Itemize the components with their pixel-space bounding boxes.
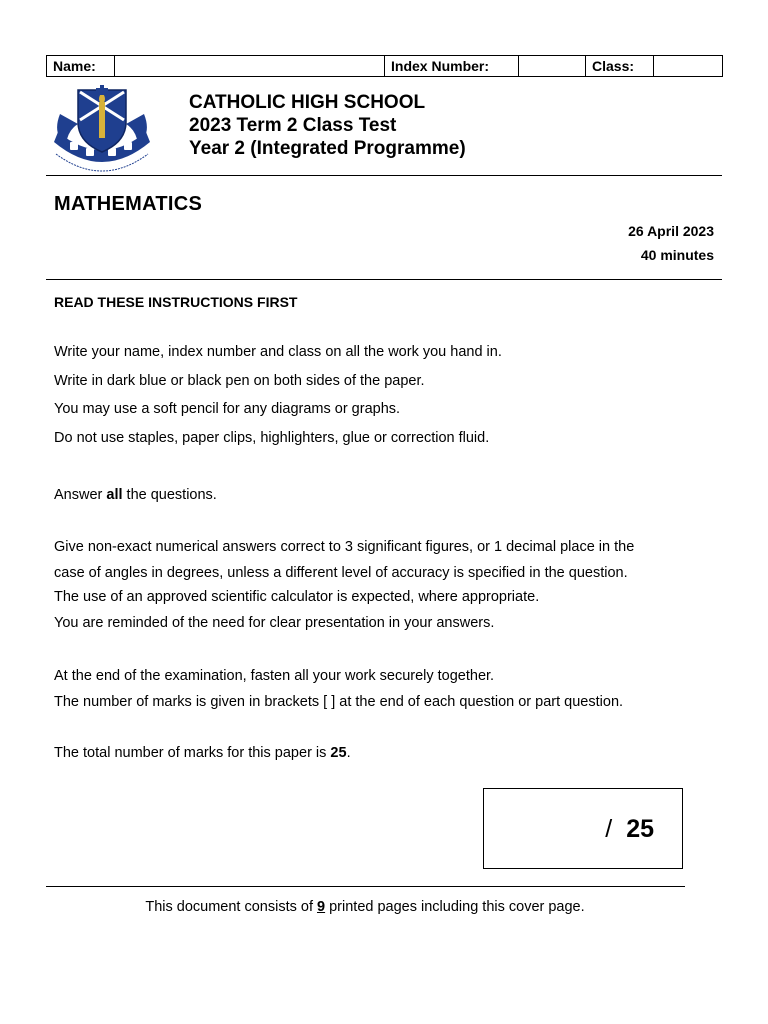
subject-title: MATHEMATICS	[54, 193, 203, 215]
class-label: Class:	[586, 56, 654, 77]
index-number-label: Index Number:	[385, 56, 519, 77]
programme-name: Year 2 (Integrated Programme)	[189, 138, 466, 159]
accuracy-line: Give non-exact numerical answers correct to 3 significant figures, or 1 decimal place in the	[54, 539, 635, 555]
instruction-line: Do not use staples, paper clips, highlighters, glue or correction fluid.	[54, 430, 490, 446]
name-label: Name:	[47, 56, 115, 77]
instructions-heading: READ THESE INSTRUCTIONS FIRST	[54, 294, 298, 310]
total-marks-line: The total number of marks for this paper is 25.	[54, 745, 351, 761]
student-info-table	[46, 55, 723, 77]
answer-all-line: Answer all the questions.	[54, 487, 217, 503]
school-crest-icon	[48, 84, 156, 172]
test-name: 2023 Term 2 Class Test	[189, 115, 397, 136]
school-name: CATHOLIC HIGH SCHOOL	[189, 92, 426, 113]
exam-date: 26 April 2023	[628, 223, 714, 239]
end-note-line: At the end of the examination, fasten all your work securely together.	[54, 668, 495, 684]
divider-bottom	[46, 886, 685, 887]
school-heading	[189, 91, 466, 160]
end-note-line: The number of marks is given in brackets [ ] at the end of each question or part question.	[54, 694, 624, 710]
page-count-note: This document consists of 9 printed pages including this cover page.	[145, 899, 585, 915]
instruction-line: Write your name, index number and class on all the work you hand in.	[54, 344, 502, 360]
divider-top	[46, 175, 722, 176]
score-total: / 25	[605, 815, 654, 843]
name-field[interactable]	[115, 56, 385, 77]
instruction-line: Write in dark blue or black pen on both sides of the paper.	[54, 373, 425, 389]
accuracy-line: The use of an approved scientific calculator is expected, where appropriate.	[54, 589, 540, 605]
index-number-field[interactable]	[519, 56, 586, 77]
divider-middle	[46, 279, 722, 280]
score-box[interactable]	[483, 788, 683, 869]
exam-duration: 40 minutes	[640, 247, 714, 263]
class-field[interactable]	[654, 56, 723, 77]
instruction-line: You may use a soft pencil for any diagrams or graphs.	[54, 401, 401, 417]
accuracy-line: case of angles in degrees, unless a different level of accuracy is specified in the question.	[54, 565, 628, 581]
accuracy-line: You are reminded of the need for clear presentation in your answers.	[54, 615, 495, 631]
